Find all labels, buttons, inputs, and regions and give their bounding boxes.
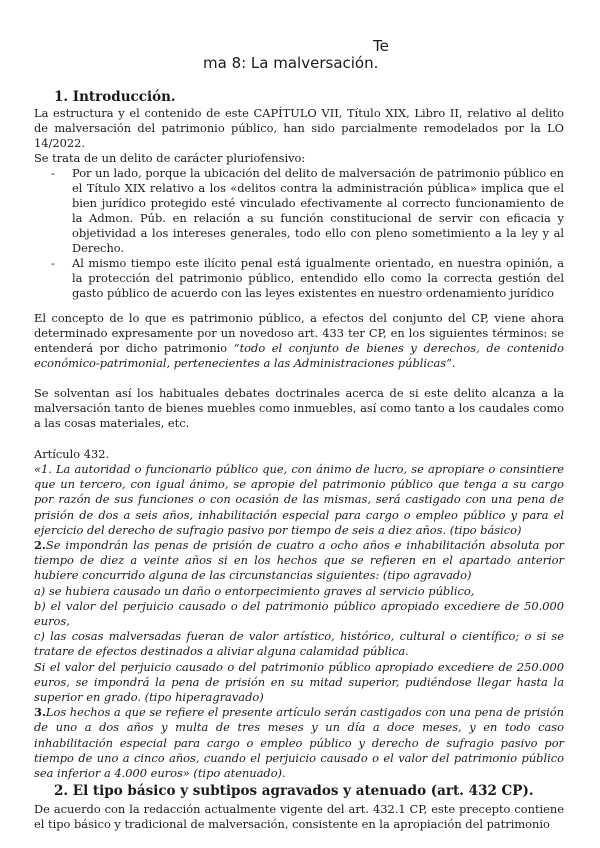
article-432-text bbox=[34, 462, 564, 781]
article-item-a: a) se hubiera causado un daño o entorpecimiento graves al servicio público, bbox=[34, 583, 475, 598]
page-title-line2: ma 8: La malversación. bbox=[203, 54, 379, 72]
paragraph-text: El concepto de lo que es patrimonio público, a efectos del conjunto del CP, viene ahora determinado expresamente por un novedoso art. 433 ter CP, en los siguientes términos: se entenderá por dicho patrimonio bbox=[34, 311, 564, 355]
dash-bullet: - bbox=[51, 256, 55, 270]
article-paragraph-2-text: Se impondrán las penas de prisión de cuatro a ocho años e inhabilitación absoluta por tiempo de diez a veinte años si en los hechos que se refieren en el apartado anterior hubiere concurrido alguna de las circunstancias siguientes: (tipo agravado) bbox=[34, 538, 564, 583]
section-heading-introduccion: 1. Introducción. bbox=[54, 89, 176, 105]
article-paragraph-1: «1. La autoridad o funcionario público que, con ánimo de lucro, se apropiare o consintiere que un tercero, con igual ánimo, se apropie del patrimonio público que tenga a su cargo por razón de sus funciones o con ocasión de las mismas, será castigado con una pena de prisión de dos a seis años, inhabilitación especial para cargo o empleo público y para el ejercicio del derecho de sufragio pasivo por tiempo de seis a diez años. (tipo básico) bbox=[34, 462, 564, 537]
bullet-list bbox=[34, 166, 564, 301]
definition-quote: “todo el conjunto de bienes y derechos, de contenido económico-patrimonial, pertenecientes a las Administraciones públicas” bbox=[34, 341, 564, 370]
article-paragraph-3-text: Los hechos a que se refiere el presente artículo serán castigados con una pena de prisión de uno a dos años y multa de tres meses y un día a doce meses, y en todo caso inhabilitación especial para cargo o empleo público y derecho de sufragio pasivo por tiempo de uno a cinco años, cuando el perjuicio causado o el valor del patrimonio público sea inferior a 4.000 euros» (tipo atenuado). bbox=[34, 705, 564, 781]
article-paragraph-hyper: Si el valor del perjuicio causado o del patrimonio público apropiado excediere de 250.000 euros, se impondrá la pena de prisión en su mitad superior, pudiéndose llegar hasta la superior en grado. (tipo hiperagravado) bbox=[34, 659, 564, 705]
paragraph-intro: La estructura y el contenido de este CAPÍTULO VII, Título XIX, Libro II, relativo al delito de malversación del patrimonio público, han sido parcialmente remodelados por la LO 14/2022. bbox=[34, 106, 564, 150]
dash-bullet: - bbox=[51, 166, 55, 180]
paragraph-tipo-basico: De acuerdo con la redacción actualmente vigente del art. 432.1 CP, este precepto contiene el tipo básico y tradicional de malversación, consistente en la apropiación del patrimonio bbox=[34, 802, 564, 831]
article-number: 2. bbox=[34, 538, 46, 553]
list-item bbox=[34, 256, 564, 301]
article-paragraph-2 bbox=[34, 538, 564, 584]
article-item-c: c) las cosas malversadas fueran de valor artístico, histórico, cultural o científico; o si se tratare de efectos destinados a aliviar alguna calamidad pública. bbox=[34, 629, 564, 659]
section-heading-tipo-basico: 2. El tipo básico y subtipos agravados y atenuado (art. 432 CP). bbox=[54, 783, 534, 799]
paragraph-debates: Se solventan así los habituales debates doctrinales acerca de si este delito alcanza a la malversación tanto de bienes muebles como inmuebles, así como tanto a los caudales como a las cosas materiales, etc. bbox=[34, 386, 565, 430]
paragraph-end: . bbox=[451, 356, 456, 370]
article-number: 3. bbox=[34, 705, 46, 720]
article-item-b: b) el valor del perjuicio causado o del patrimonio público apropiado excediere de 50.000 euros, bbox=[34, 598, 564, 629]
article-label: Artículo 432. bbox=[34, 447, 110, 461]
list-item bbox=[34, 166, 564, 256]
article-paragraph-3 bbox=[34, 705, 564, 781]
list-item-text: Por un lado, porque la ubicación del delito de malversación de patrimonio público en el Título XIX relativo a los «delitos contra la administración pública» implica que el bien jurídico protegido esté vinculado efectivamente al correcto funcionamiento de la Admon. Púb. en relación a su función constitucional de servir con eficacia y objetividad a los intereses generales, todo ello con pleno sometimiento a la ley y al Derecho. bbox=[72, 166, 564, 255]
page-title-line1: Te bbox=[373, 37, 389, 55]
list-item-text: Al mismo tiempo este ilícito penal está igualmente orientado, en nuestra opinión, a la protección del patrimonio público, entendido ello como la correcta gestión del gasto público de acuerdo con las leyes existentes en nuestro ordenamiento jurídico bbox=[72, 256, 564, 300]
paragraph-pluriofensivo: Se trata de un delito de carácter pluriofensivo: bbox=[34, 151, 306, 165]
paragraph-patrimonio bbox=[34, 311, 564, 371]
